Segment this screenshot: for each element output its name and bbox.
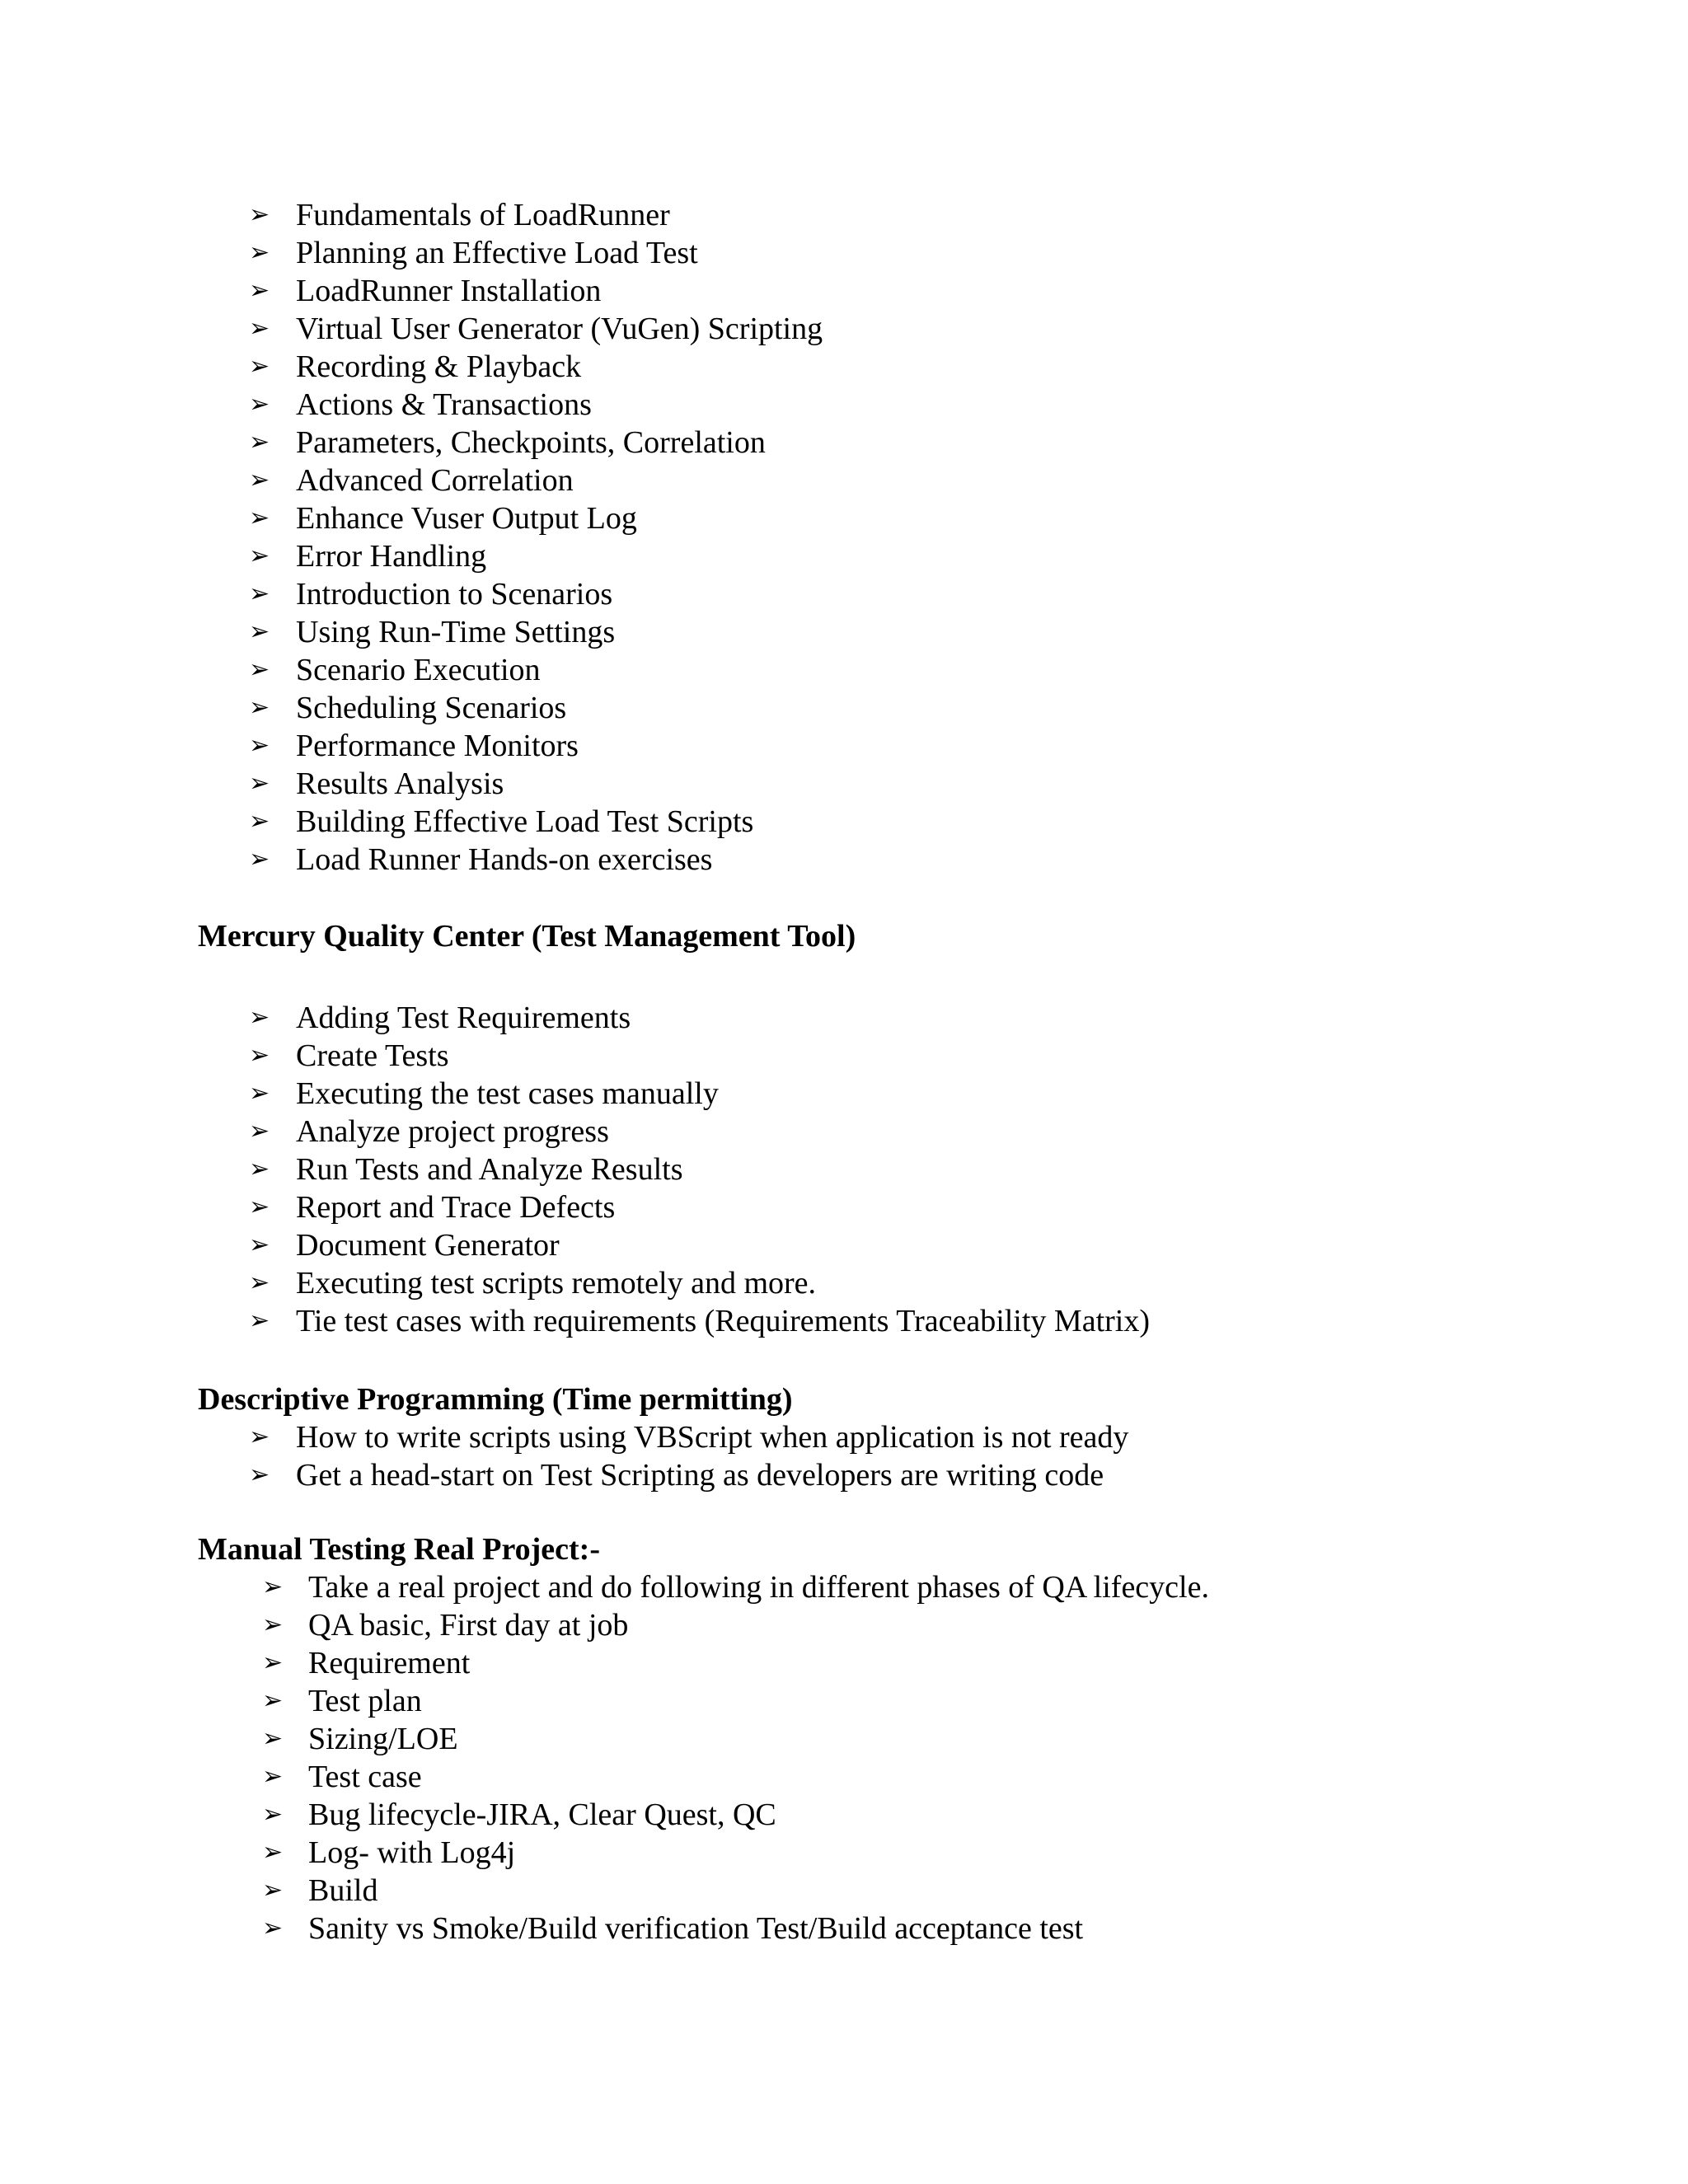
arrow-bullet-icon: ➢ [249,504,270,532]
list-item-text: Sizing/LOE [308,1722,458,1756]
arrow-bullet-icon: ➢ [249,656,270,683]
list-item-text: Performance Monitors [296,729,579,763]
arrow-bullet-icon: ➢ [249,846,270,873]
arrow-bullet-icon: ➢ [249,1118,270,1145]
arrow-bullet-icon: ➢ [249,315,270,342]
list-item-text: Planning an Effective Load Test [296,236,698,270]
arrow-bullet-icon: ➢ [249,1080,270,1107]
list-item-text: LoadRunner Installation [296,274,602,308]
arrow-bullet-icon: ➢ [249,1004,270,1031]
list-item-text: QA basic, First day at job [308,1608,629,1643]
list-item-text: Take a real project and do following in different phases of QA lifecycle. [308,1570,1209,1605]
arrow-bullet-icon: ➢ [249,580,270,607]
list-item-text: Executing test scripts remotely and more. [296,1266,817,1301]
arrow-bullet-icon: ➢ [249,239,270,266]
list-item-text: Scheduling Scenarios [296,691,567,725]
arrow-bullet-icon: ➢ [249,466,270,494]
arrow-bullet-icon: ➢ [249,732,270,759]
arrow-bullet-icon: ➢ [262,1573,284,1601]
arrow-bullet-icon: ➢ [249,1269,270,1296]
arrow-bullet-icon: ➢ [249,694,270,721]
list-item-text: Load Runner Hands-on exercises [296,842,713,877]
arrow-bullet-icon: ➢ [249,1155,270,1183]
section-heading-descriptive-programming: Descriptive Programming (Time permitting) [198,1382,793,1417]
list-item-text: Results Analysis [296,766,504,801]
list-item-text: Test plan [308,1684,422,1718]
arrow-bullet-icon: ➢ [262,1763,284,1790]
arrow-bullet-icon: ➢ [249,353,270,380]
section-heading-manual-testing: Manual Testing Real Project:- [198,1532,600,1567]
arrow-bullet-icon: ➢ [249,1307,270,1334]
arrow-bullet-icon: ➢ [249,542,270,569]
arrow-bullet-icon: ➢ [262,1611,284,1638]
list-item-text: Get a head-start on Test Scripting as developers are writing code [296,1458,1104,1493]
list-item-text: Adding Test Requirements [296,1001,631,1035]
list-item-text: Executing the test cases manually [296,1076,719,1111]
list-item-text: Sanity vs Smoke/Build verification Test/Build acceptance test [308,1911,1084,1946]
arrow-bullet-icon: ➢ [262,1839,284,1866]
arrow-bullet-icon: ➢ [249,277,270,304]
list-item-text: Scenario Execution [296,653,541,687]
list-item-text: How to write scripts using VBScript when application is not ready [296,1420,1129,1455]
arrow-bullet-icon: ➢ [262,1801,284,1828]
arrow-bullet-icon: ➢ [249,391,270,418]
arrow-bullet-icon: ➢ [262,1877,284,1904]
arrow-bullet-icon: ➢ [262,1915,284,1942]
list-item-text: Introduction to Scenarios [296,577,613,612]
list-item-text: Error Handling [296,539,487,574]
list-item-text: Document Generator [296,1228,560,1263]
arrow-bullet-icon: ➢ [249,618,270,645]
list-item-text: Advanced Correlation [296,463,574,498]
list-item-text: Fundamentals of LoadRunner [296,198,670,232]
arrow-bullet-icon: ➢ [262,1725,284,1752]
list-item-text: Create Tests [296,1038,449,1073]
arrow-bullet-icon: ➢ [249,808,270,835]
arrow-bullet-icon: ➢ [262,1649,284,1676]
arrow-bullet-icon: ➢ [249,1193,270,1221]
arrow-bullet-icon: ➢ [249,429,270,456]
list-item-text: Run Tests and Analyze Results [296,1152,683,1187]
list-item-text: Building Effective Load Test Scripts [296,804,754,839]
arrow-bullet-icon: ➢ [249,201,270,228]
arrow-bullet-icon: ➢ [249,770,270,797]
list-item-text: Using Run-Time Settings [296,615,616,649]
arrow-bullet-icon: ➢ [262,1687,284,1714]
list-item-text: Log- with Log4j [308,1835,516,1870]
list-item-text: Virtual User Generator (VuGen) Scripting [296,312,823,346]
list-item-text: Build [308,1873,378,1908]
arrow-bullet-icon: ➢ [249,1423,270,1451]
arrow-bullet-icon: ➢ [249,1042,270,1069]
list-item-text: Enhance Vuser Output Log [296,501,637,536]
list-item-text: Tie test cases with requirements (Requirements Traceability Matrix) [296,1304,1151,1338]
arrow-bullet-icon: ➢ [249,1461,270,1488]
list-item-text: Requirement [308,1646,471,1680]
section-heading-quality-center: Mercury Quality Center (Test Management Tool) [198,919,856,954]
list-item-text: Parameters, Checkpoints, Correlation [296,425,766,460]
list-item-text: Recording & Playback [296,349,582,384]
list-item-text: Analyze project progress [296,1114,609,1149]
list-item-text: Bug lifecycle-JIRA, Clear Quest, QC [308,1797,776,1832]
list-item-text: Actions & Transactions [296,387,592,422]
arrow-bullet-icon: ➢ [249,1231,270,1258]
list-item-text: Test case [308,1760,422,1794]
list-item-text: Report and Trace Defects [296,1190,616,1225]
